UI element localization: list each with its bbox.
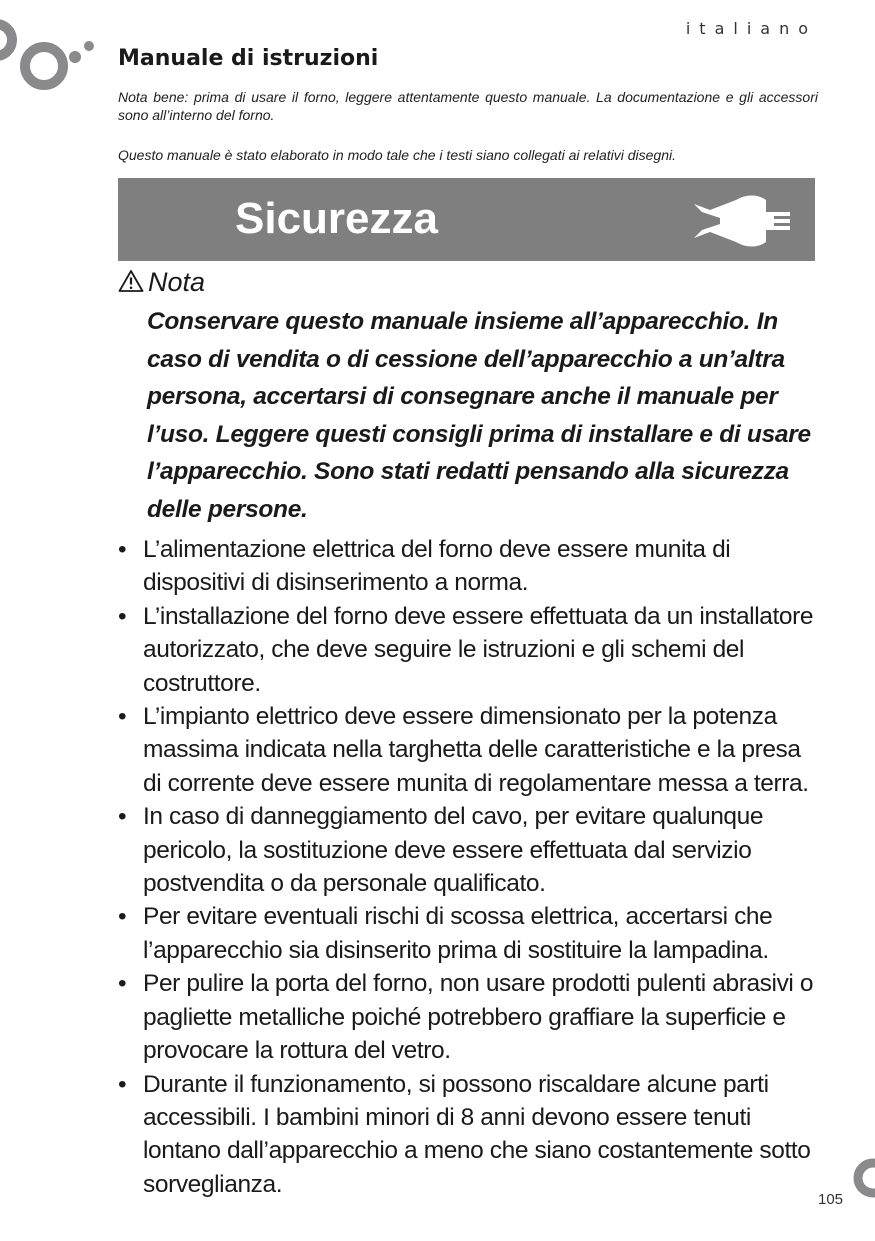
bullet: •	[118, 536, 127, 563]
list-item	[118, 700, 818, 800]
list-item	[118, 900, 818, 967]
warning-body: Conservare questo manuale insieme all’apparecchio. In caso di vendita o di cessione dell’apparecchio a un’altra persona, accertarsi di consegnare anche il manuale per l’uso. Leggere questi consigli prima di installare e di usare l’apparecchio. Sono stati redatti pensando alla sicurezza delle persone.	[147, 308, 811, 523]
warning-heading-text: Nota	[148, 267, 206, 297]
rule-text: In caso di danneggiamento del cavo, per evitare qualunque pericolo, la sostituzione deve essere effettuata dal servizio postvendita o da personale qualificato.	[143, 803, 764, 898]
bullet: •	[118, 903, 127, 931]
decorative-circles-icon	[0, 18, 100, 94]
bullet: •	[118, 970, 127, 998]
page-number: 105	[818, 1191, 844, 1208]
list-item	[118, 533, 818, 600]
rule-text: L’alimentazione elettrica del forno deve essere munita di dispositivi di disinserimento a norma.	[143, 536, 731, 597]
warning-heading	[118, 265, 205, 299]
bullet: •	[118, 602, 127, 630]
list-item	[118, 967, 818, 1067]
intro-note: Nota bene: prima di usare il forno, leggere attentamente questo manuale. La documentazione e gli accessori sono all’interno del forno.	[118, 89, 818, 123]
bullet: •	[118, 803, 127, 831]
rule-text: L’impianto elettrico deve essere dimensionato per la potenza massima indicata nella targhetta delle caratteristiche e la presa di corrente deve essere munita di regolamentare messa a terra.	[143, 703, 809, 797]
bullet: •	[118, 1070, 127, 1098]
rule-text: L’installazione del forno deve essere effettuata da un installatore autorizzato, che deve seguire le istruzioni e gli schemi del costruttore.	[143, 602, 814, 697]
wrench-icon	[692, 190, 792, 252]
rule-text: Per evitare eventuali rischi di scossa elettrica, accertarsi che l’apparecchio sia disinserito prima di sostituire la lampadina.	[143, 903, 773, 964]
list-item	[118, 600, 818, 700]
list-item	[118, 1068, 818, 1202]
bullet: •	[118, 703, 127, 731]
intro-purpose: Questo manuale è stato elaborato in modo tale che i testi siano collegati ai relativi disegni.	[118, 147, 676, 163]
manual-title: Manuale di istruzioni	[118, 46, 379, 71]
language-label: italiano	[685, 19, 817, 38]
decorative-circle-icon	[845, 1158, 875, 1200]
list-item	[118, 800, 818, 900]
rule-text: Per pulire la porta del forno, non usare prodotti pulenti abrasivi o pagliette metalliche poiché potrebbero graffiare la superficie e provocare la rottura del vetro.	[143, 970, 814, 1065]
section-title: Sicurezza	[235, 194, 438, 243]
safety-rules-list	[118, 533, 818, 1201]
section-banner	[118, 178, 815, 261]
warning-triangle-icon	[118, 269, 144, 293]
rule-text: Durante il funzionamento, si possono riscaldare alcune parti accessibili. I bambini minori di 8 anni devono essere tenuti lontano dall’apparecchio a meno che siano costantemente sotto sorveglianza.	[143, 1070, 811, 1198]
